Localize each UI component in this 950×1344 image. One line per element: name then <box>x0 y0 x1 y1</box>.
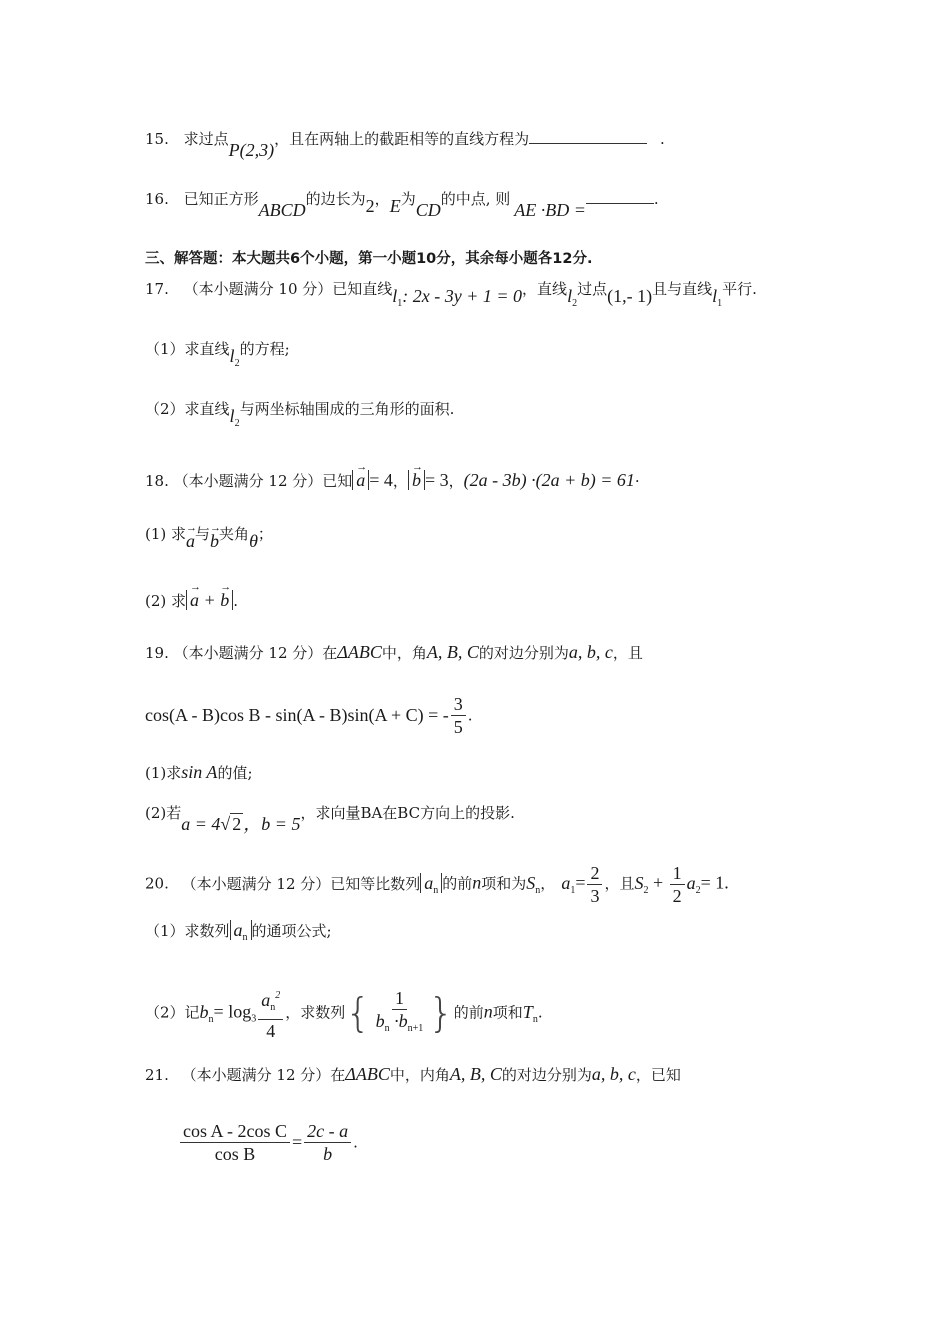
math-sinA: sin A <box>181 762 218 782</box>
part-text: (1) 求 <box>145 525 187 543</box>
math-point: (1,- 1) <box>607 286 653 306</box>
l2-letter: l <box>567 286 573 306</box>
part-text: （2）记 <box>145 1003 200 1022</box>
l2-sub: 2 <box>572 298 578 309</box>
math-a2 <box>686 872 701 896</box>
b-letter: b <box>375 1011 385 1031</box>
math-sides: a, b, c <box>568 642 613 662</box>
part-text: 的前 <box>453 1003 484 1022</box>
math-S2 <box>634 872 649 896</box>
l1-letter: l <box>712 286 718 306</box>
question-21 <box>145 1064 681 1085</box>
question-20-part-2 <box>145 985 543 1042</box>
question-text: ， <box>540 874 556 893</box>
question-number: 15. <box>145 130 169 148</box>
fraction-right <box>304 1120 351 1165</box>
math-sides: a, b, c <box>591 1064 636 1084</box>
question-15 <box>145 128 665 160</box>
part-text: （1）求直线 <box>145 340 230 358</box>
question-text: ，且 <box>604 874 635 893</box>
question-19-equation <box>145 693 473 738</box>
right-brace: } <box>428 990 454 1037</box>
part-text: . <box>233 592 238 610</box>
question-text: ，且 <box>612 644 643 662</box>
math-l1 <box>392 286 403 309</box>
math-a-value: a = 4 <box>181 814 221 834</box>
equals: = <box>292 1132 303 1152</box>
part-text: 与两坐标轴围成的三角形的面积. <box>239 400 455 418</box>
vector-b: → b <box>210 531 219 552</box>
question-text: ，且在两轴上的截距相等的直线方程为 <box>274 130 530 148</box>
math-a1 <box>561 872 576 896</box>
l1-sub: 1 <box>717 298 723 309</box>
question-text: 项和为 <box>481 874 527 893</box>
denominator: 3 <box>590 886 600 906</box>
T-letter: T <box>522 1001 533 1022</box>
denominator: 5 <box>453 717 463 737</box>
equals: = <box>575 872 586 893</box>
question-19-part-2 <box>145 798 515 834</box>
a-letter: a <box>233 920 243 940</box>
part-text: ，求向量BA在BC方向上的投影. <box>300 804 515 822</box>
part-text: 的通项公式; <box>251 922 332 940</box>
fraction <box>670 862 685 907</box>
question-19-part-1 <box>145 762 253 783</box>
math-Sn <box>526 872 541 896</box>
question-text: （本小题满分 10 分）已知直线 <box>183 280 393 298</box>
n-sub: n <box>208 1013 214 1025</box>
question-text: （本小题满分 12 分）在 <box>181 1066 346 1084</box>
part-text: 的值; <box>217 764 253 782</box>
part-text: 与 <box>195 525 211 543</box>
question-18-part-1 <box>145 523 273 551</box>
l2-letter: l <box>229 406 235 426</box>
question-19 <box>145 642 643 663</box>
n-plus-1-sub: n+1 <box>407 1023 424 1034</box>
question-16 <box>145 188 659 220</box>
part-text: (1)求 <box>145 764 182 782</box>
math-equation-left: cos(A - B)cos B - sin(A - B)sin(A + C) = - <box>145 705 449 725</box>
question-number: 17. <box>145 280 169 298</box>
math-b-value: ，b = 5 <box>243 814 301 834</box>
math-angles: A, B, C <box>449 1064 502 1084</box>
question-number: 19. <box>145 644 169 662</box>
fraction <box>451 693 466 738</box>
math-a-mag: = 4 <box>369 470 393 490</box>
vector-a-magnitude <box>352 470 369 490</box>
question-text: ，已知 <box>635 1066 681 1084</box>
denominator: $b_n \cdot b_{n+1}$ <box>375 1011 424 1034</box>
left-brace: { <box>345 990 371 1037</box>
b-letter: b <box>398 1011 408 1031</box>
denominator: 4 <box>266 1021 276 1041</box>
question-text: 中，内角 <box>389 1066 450 1084</box>
question-17 <box>145 278 757 309</box>
question-17-part-2 <box>145 398 455 429</box>
part-text: （1）求数列 <box>145 922 230 940</box>
period: . <box>659 130 665 148</box>
question-18: 18. （本小题满分 12 分）已知→ a = 4，→ b = 3，(2a - 3b) ·(2a + b) = 61· <box>145 470 640 491</box>
n-sub: n <box>384 1023 390 1034</box>
question-text: 中，角 <box>381 644 427 662</box>
question-20 <box>145 862 729 907</box>
part-text: . <box>537 1003 543 1022</box>
numerator: 3 <box>451 693 466 716</box>
vector-a: → a <box>356 470 365 491</box>
question-number: 20. <box>145 874 169 893</box>
part-text: （2）求直线 <box>145 400 230 418</box>
S-letter: S <box>634 872 644 893</box>
numerator <box>258 985 283 1020</box>
math-dot-expr: AE ·BD = <box>514 200 586 220</box>
l1-letter: l <box>392 286 398 306</box>
n-sub: n <box>242 932 248 943</box>
math-triangle: ΔABC <box>337 642 382 662</box>
vector-b: → b <box>220 590 229 611</box>
plus: + <box>648 872 668 893</box>
question-20-part-1 <box>145 920 332 943</box>
question-17-part-1 <box>145 338 290 369</box>
n-sub: n <box>433 884 439 896</box>
math-l2 <box>229 406 240 429</box>
sqrt-sign: √ <box>220 814 231 834</box>
part-text: 的方程; <box>239 340 290 358</box>
S-letter: S <box>526 872 536 893</box>
math-Tn <box>522 1001 538 1025</box>
section-heading: 三、解答题：本大题共6个小题，第一小题10分，其余每小题各12分. <box>145 251 593 267</box>
numerator: 1 <box>670 862 685 885</box>
question-text: 的中点, 则 <box>440 190 511 208</box>
numerator: cos A - 2cos C <box>180 1120 290 1143</box>
math-equals-one: = 1. <box>700 872 729 893</box>
numerator: 2 <box>587 862 602 885</box>
a-letter: a <box>561 872 571 893</box>
math-n: n <box>483 1001 493 1022</box>
question-text: 的对边分别为 <box>478 644 569 662</box>
vector-sum-magnitude: → a + → b <box>186 590 233 610</box>
question-text: 的边长为 <box>305 190 366 208</box>
math-b-mag: = 3 <box>424 470 449 490</box>
n-sub: n <box>270 1002 276 1013</box>
vector-a: → a <box>190 590 199 611</box>
question-text: 求过点 <box>183 130 229 148</box>
2-sub: 2 <box>643 884 649 896</box>
a-letter: a <box>686 872 696 893</box>
a-letter: a <box>261 990 271 1010</box>
period: . <box>353 1133 358 1152</box>
math-n: n <box>472 872 482 893</box>
math-theta: θ <box>249 531 258 551</box>
l2-sub: 2 <box>234 418 240 429</box>
question-number: 18. <box>145 472 169 490</box>
math-l2 <box>567 286 578 309</box>
question-18-part-2 <box>145 590 238 611</box>
vector-a: → a <box>186 531 195 552</box>
question-number: 21. <box>145 1066 169 1084</box>
question-text: （本小题满分 12 分）已知等比数列 <box>181 874 421 893</box>
math-dot-product: (2a - 3b) ·(2a + b) = 61 <box>463 470 635 490</box>
sqrt-radicand: 2 <box>232 814 242 834</box>
denominator: 2 <box>672 886 682 906</box>
a-letter: a <box>424 872 434 893</box>
period: . <box>653 190 659 208</box>
question-text: 过点 <box>577 280 608 298</box>
question-text: （本小题满分 12 分）在 <box>173 644 338 662</box>
question-text: 的对边分别为 <box>501 1066 592 1084</box>
question-text: ，直线 <box>522 280 568 298</box>
comma: ， <box>374 190 390 208</box>
math-log: = log <box>213 1001 252 1022</box>
question-text: 且与直线 <box>652 280 713 298</box>
sequence-an <box>420 872 442 896</box>
l2-sub: 2 <box>234 358 240 369</box>
math-point: P(2,3) <box>228 140 275 160</box>
question-text: 已知正方形 <box>183 190 259 208</box>
fraction <box>373 987 427 1040</box>
2-sub: 2 <box>695 884 701 896</box>
denominator: cos B <box>214 1144 256 1164</box>
math-CD: CD <box>415 200 441 220</box>
part-text: (2)若 <box>145 804 182 822</box>
1-sub: 1 <box>570 884 576 896</box>
math-angles: A, B, C <box>426 642 479 662</box>
math-square: ABCD <box>258 200 306 220</box>
answer-blank[interactable] <box>529 129 647 144</box>
math-l1 <box>712 286 723 309</box>
denominator: b <box>323 1144 333 1164</box>
question-text: 平行. <box>722 280 757 298</box>
square-sup: 2 <box>275 990 281 1001</box>
numerator: 1 <box>392 987 407 1010</box>
question-21-equation <box>178 1120 358 1165</box>
part-text: 夹角 <box>219 525 250 543</box>
b-letter: b <box>199 1001 209 1022</box>
answer-blank[interactable] <box>586 189 654 204</box>
question-number: 16. <box>145 190 169 208</box>
vector-b-magnitude <box>408 470 425 490</box>
numerator: 2c - a <box>304 1120 351 1143</box>
l1-sub: 1 <box>397 298 403 309</box>
question-text: （本小题满分 12 分）已知 <box>173 472 353 490</box>
math-l1-eq: : 2x - 3y + 1 = 0 <box>402 286 523 306</box>
sequence-an <box>230 920 252 943</box>
math-bn <box>199 1001 214 1025</box>
n-sub: n <box>535 884 541 896</box>
period: · <box>634 472 640 490</box>
n-sub: n <box>532 1013 538 1025</box>
vector-b: → b <box>412 470 421 491</box>
part-text: ； <box>257 525 273 543</box>
fraction <box>587 862 602 907</box>
part-text: ，求数列 <box>285 1003 346 1022</box>
period: . <box>467 706 473 725</box>
l2-letter: l <box>229 346 235 366</box>
math-triangle: ΔABC <box>345 1064 390 1084</box>
question-text: 为 <box>400 190 416 208</box>
part-text: (2) 求 <box>145 592 187 610</box>
part-text: 项和 <box>492 1003 523 1022</box>
fraction <box>258 985 283 1042</box>
question-text: 的前 <box>442 874 473 893</box>
fraction-left <box>180 1120 290 1165</box>
math-l2 <box>229 346 240 369</box>
log-base: 3 <box>251 1013 257 1025</box>
math-E: E <box>389 196 401 216</box>
math-side: 2 <box>365 196 375 216</box>
